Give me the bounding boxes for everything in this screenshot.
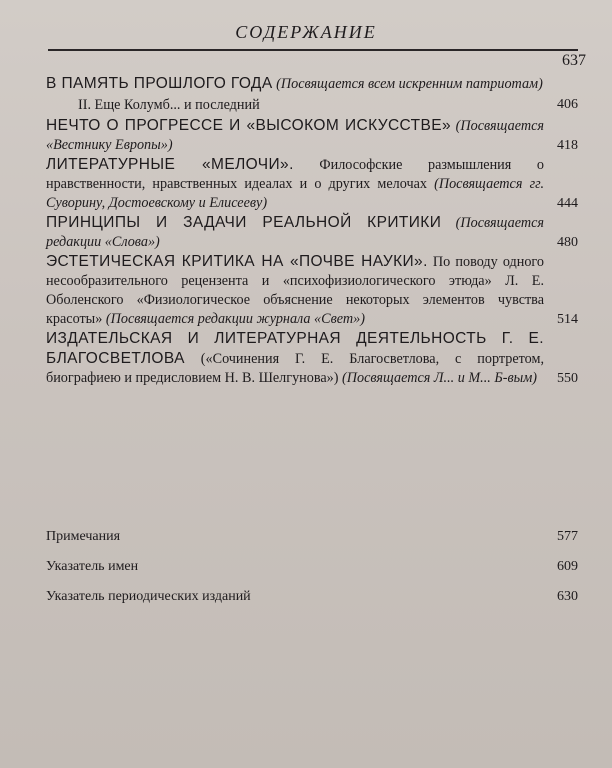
toc-entry bbox=[46, 329, 578, 388]
header-rule bbox=[48, 49, 578, 51]
appendix-label: Указатель имен bbox=[46, 559, 139, 574]
toc-sub-entry-text: II. Еще Колумб... и последний bbox=[78, 97, 260, 113]
toc-sub-entry bbox=[46, 94, 578, 116]
appendix-item bbox=[46, 582, 578, 612]
toc-entry-dedication: (Посвящается Л... и М... Б-вым) bbox=[338, 370, 538, 386]
toc-page-number: 514 bbox=[557, 312, 578, 327]
appendix-label: Примечания bbox=[46, 529, 121, 544]
appendix-list bbox=[46, 522, 578, 612]
toc-entry-title: ЭСТЕТИЧЕСКАЯ КРИТИКА НА «ПОЧВЕ НАУКИ». bbox=[46, 253, 428, 270]
toc-page-number: 406 bbox=[557, 97, 578, 112]
toc-entry-dedication: (Посвящается «Вестнику Европы») bbox=[46, 118, 544, 153]
toc-entry bbox=[46, 155, 578, 213]
toc-page-number: 630 bbox=[557, 589, 578, 604]
toc-entry bbox=[46, 252, 578, 329]
toc-page-number: 609 bbox=[557, 559, 578, 574]
appendix-item bbox=[46, 522, 578, 552]
toc-entry-dedication: (Посвящается всем искренним патриотам) bbox=[272, 76, 543, 92]
toc-entry-title: ЛИТЕРАТУРНЫЕ «МЕЛОЧИ». bbox=[46, 156, 294, 173]
toc-entry bbox=[46, 213, 578, 252]
toc-page-number: 444 bbox=[557, 196, 578, 211]
toc-page-number: 480 bbox=[557, 235, 578, 250]
toc-page-number: 418 bbox=[557, 138, 578, 153]
toc-entry-title: НЕЧТО О ПРОГРЕССЕ И «ВЫСОКОМ ИСКУССТВЕ» bbox=[46, 117, 451, 134]
toc-entry bbox=[46, 74, 578, 94]
toc-entry-title: ПРИНЦИПЫ И ЗАДАЧИ РЕАЛЬНОЙ КРИТИКИ bbox=[46, 214, 442, 231]
toc-entry-dedication: (Посвящается гг. Суворину, Достоевскому и Елисееву) bbox=[46, 176, 544, 211]
page-number: 637 bbox=[562, 52, 586, 69]
toc-entry-description: («Сочинения Г. Е. Благосветлова, с портретом, биографиею и предисловием Н. В. Шелгунова») bbox=[46, 351, 544, 386]
page-title: СОДЕРЖАНИЕ bbox=[235, 22, 377, 42]
table-of-contents bbox=[46, 74, 578, 388]
toc-entry-title: ИЗДАТЕЛЬСКАЯ И ЛИТЕРАТУРНАЯ ДЕЯТЕЛЬНОСТЬ Г. Е. БЛАГОСВЕТЛОВА bbox=[46, 330, 544, 367]
toc-entry-dedication: (Посвящается редакции «Слова») bbox=[46, 215, 544, 250]
toc-entry-description: По поводу одного несообразительного рецензента и «психофизиологического этюда» Л. Е. Оболенского «Физиологическое объяснение некоторых элементов чувства красоты» bbox=[46, 254, 544, 327]
toc-page-number: 577 bbox=[557, 529, 578, 544]
appendix-label: Указатель периодических изданий bbox=[46, 589, 251, 604]
toc-entry-description: Философские размышления о нравственности, нравственных идеалах и о других мелочах bbox=[46, 157, 544, 192]
toc-entry-title: В ПАМЯТЬ ПРОШЛОГО ГОДА bbox=[46, 75, 273, 92]
toc-entry bbox=[46, 116, 578, 155]
toc-page-number: 550 bbox=[557, 371, 578, 386]
appendix-item bbox=[46, 552, 578, 582]
toc-entry-dedication: (Посвящается редакции журнала «Свет») bbox=[102, 311, 365, 327]
